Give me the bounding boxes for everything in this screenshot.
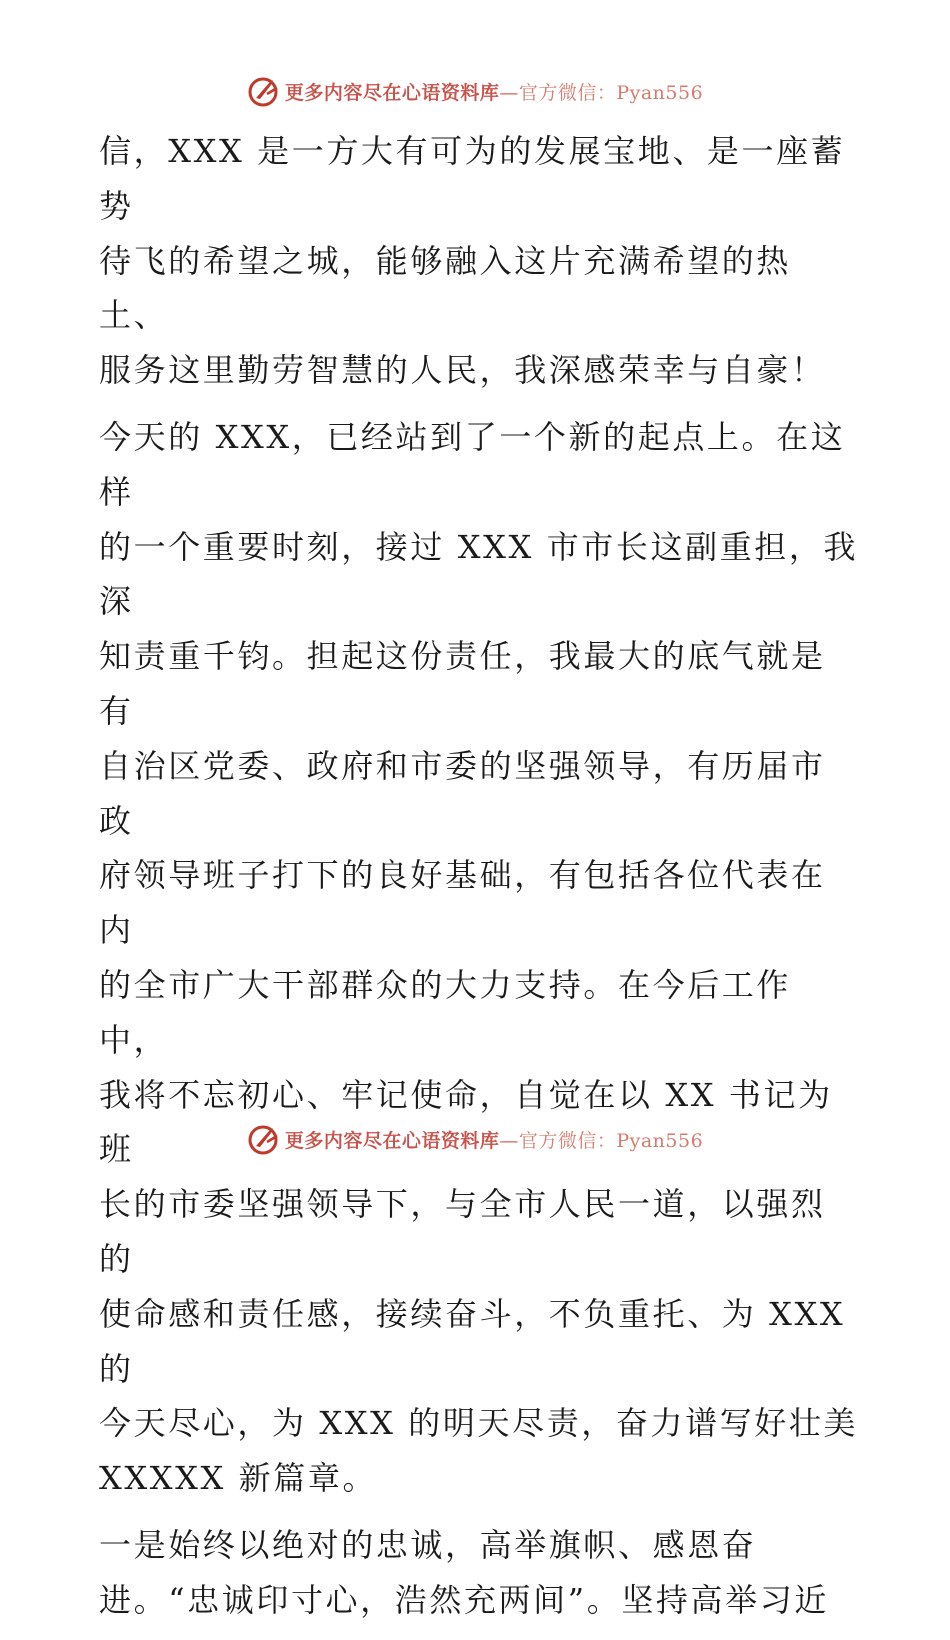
paragraph: 今天的 XXX，已经站到了一个新的起点上。在这样 的一个重要时刻，接过 XXX 市市长这副重担，我深 知责重千钧。担起这份责任，我最大的底气就是有 自治区党委、政府和市委的坚强领导，有历届市政 府领导班子打下的良好基础，有包括各位代表在内 的全市广大干部群众的大力支持。在今后工作中， 我将不忘初心、牢记使命，自觉在以 XX 书记为班 长的市委坚强领导下，与全市人民一道，以强烈的 使命感和责任感，接续奋斗，不负重托、为 XXX 的 今天尽心，为 XXX 的明天尽责，奋力谱写好壮美 XXXXX 新篇章。 [99,417,859,1498]
feather-logo-icon [247,1122,281,1156]
paragraph: 信，XXX 是一方大有可为的发展宝地、是一座蓄势 待飞的希望之城，能够融入这片充满希望的热土、 服务这里勤劳智慧的人民，我深感荣幸与自豪！ [99,132,846,390]
header-banner [0,73,950,109]
paragraph: 一是始终以绝对的忠诚，高举旗帜、感恩奋 进。“忠诚印寸心，浩然充两间”。坚持高举习近 [99,1525,829,1619]
banner-text: 更多内容尽在心语资料库—官方微信：Pyan556 [284,1129,704,1152]
banner-text: 更多内容尽在心语资料库—官方微信：Pyan556 [284,81,704,104]
footer-banner [0,1121,950,1157]
feather-logo-icon [247,74,281,108]
document-body [99,124,859,1640]
